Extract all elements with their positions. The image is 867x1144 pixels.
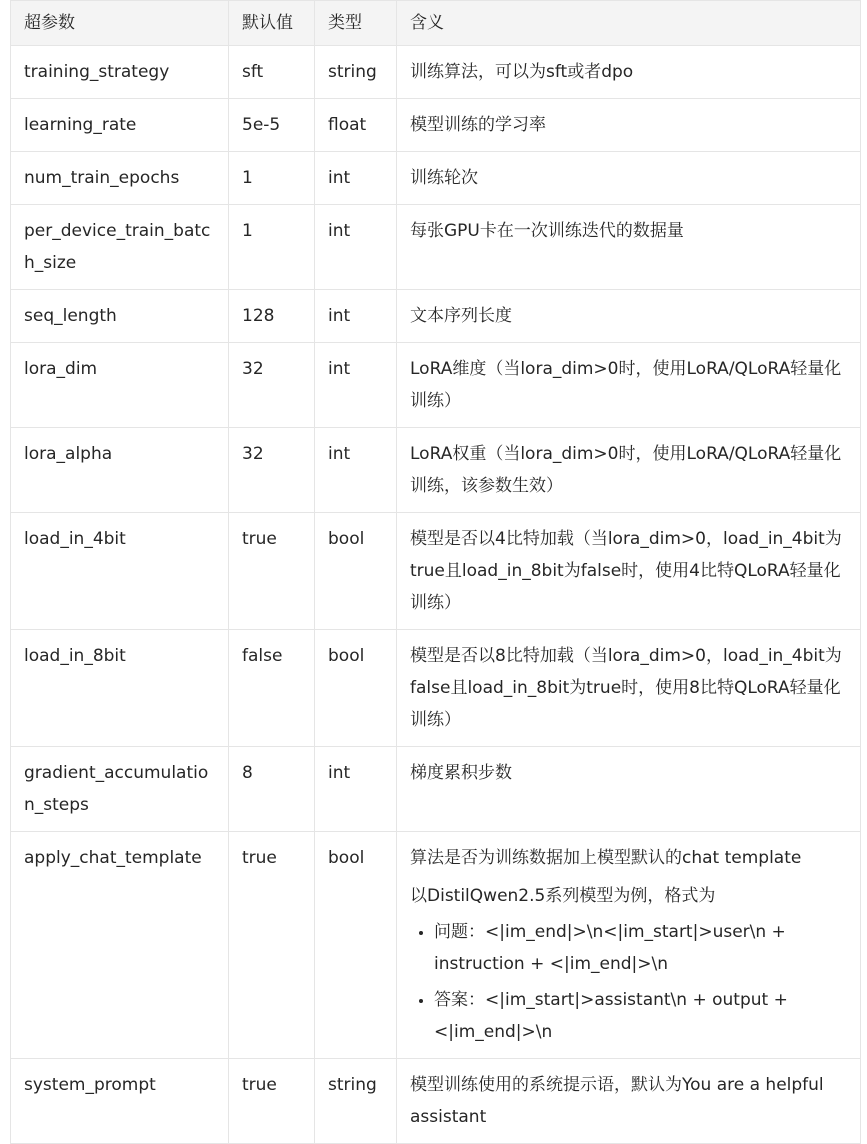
type-cell: int (315, 152, 397, 205)
meaning-cell (397, 46, 861, 99)
meaning-text: 模型是否以4比特加载（当lora_dim>0，load_in_4bit为true且load_in_8bit为false时，使用4比特QLoRA轻量化训练） (410, 529, 842, 613)
meaning-cell (397, 290, 861, 343)
table-row (11, 290, 861, 343)
meaning-text: 训练轮次 (410, 168, 478, 188)
type-cell: int (315, 747, 397, 832)
param-cell: learning_rate (11, 99, 229, 152)
type-cell: bool (315, 513, 397, 630)
table-row (11, 513, 861, 630)
meaning-cell (397, 832, 861, 1059)
type-cell: int (315, 205, 397, 290)
table-header-row (11, 1, 861, 46)
default-cell: 5e-5 (229, 99, 315, 152)
meaning-cell (397, 1059, 861, 1144)
param-cell: num_train_epochs (11, 152, 229, 205)
param-cell: seq_length (11, 290, 229, 343)
default-cell: 8 (229, 747, 315, 832)
type-cell: int (315, 343, 397, 428)
meaning-text: 算法是否为训练数据加上模型默认的chat template (410, 848, 802, 868)
default-cell: false (229, 630, 315, 747)
header-param: 超参数 (11, 1, 229, 46)
meaning-text: 文本序列长度 (410, 306, 512, 326)
type-cell: bool (315, 832, 397, 1059)
param-cell: load_in_4bit (11, 513, 229, 630)
table-body (11, 46, 861, 1144)
param-cell: training_strategy (11, 46, 229, 99)
table-row (11, 205, 861, 290)
meaning-cell (397, 747, 861, 832)
param-cell: load_in_8bit (11, 630, 229, 747)
default-cell: true (229, 832, 315, 1059)
hyperparameter-table (10, 0, 861, 1144)
table-row (11, 630, 861, 747)
type-cell: int (315, 290, 397, 343)
default-cell: true (229, 1059, 315, 1144)
meaning-cell (397, 99, 861, 152)
table-row (11, 46, 861, 99)
default-cell: sft (229, 46, 315, 99)
default-cell: 1 (229, 205, 315, 290)
header-type: 类型 (315, 1, 397, 46)
meaning-cell (397, 428, 861, 513)
param-cell: gradient_accumulation_steps (11, 747, 229, 832)
table-row (11, 343, 861, 428)
param-cell: lora_alpha (11, 428, 229, 513)
param-cell: system_prompt (11, 1059, 229, 1144)
meaning-text: LoRA维度（当lora_dim>0时，使用LoRA/QLoRA轻量化训练） (410, 359, 842, 411)
meaning-text: 训练算法，可以为sft或者dpo (410, 62, 634, 82)
format-list (410, 916, 850, 1048)
type-cell: bool (315, 630, 397, 747)
table-row (11, 152, 861, 205)
type-cell: float (315, 99, 397, 152)
table-row (11, 832, 861, 1059)
default-cell: 32 (229, 343, 315, 428)
meaning-text: 以DistilQwen2.5系列模型为例，格式为 (410, 886, 716, 906)
type-cell: int (315, 428, 397, 513)
default-cell: true (229, 513, 315, 630)
table-row (11, 428, 861, 513)
meaning-cell (397, 513, 861, 630)
meaning-text: 模型是否以8比特加载（当lora_dim>0，load_in_4bit为false且load_in_8bit为true时，使用8比特QLoRA轻量化训练） (410, 646, 842, 730)
table-row (11, 747, 861, 832)
param-cell: apply_chat_template (11, 832, 229, 1059)
meaning-text: 梯度累积步数 (410, 763, 512, 783)
param-cell: lora_dim (11, 343, 229, 428)
param-cell: per_device_train_batch_size (11, 205, 229, 290)
meaning-cell (397, 343, 861, 428)
meaning-cell (397, 152, 861, 205)
meaning-cell (397, 205, 861, 290)
header-default: 默认值 (229, 1, 315, 46)
type-cell: string (315, 46, 397, 99)
table-row (11, 1059, 861, 1144)
meaning-text: LoRA权重（当lora_dim>0时，使用LoRA/QLoRA轻量化训练，该参数生效） (410, 444, 842, 496)
default-cell: 32 (229, 428, 315, 513)
meaning-cell (397, 630, 861, 747)
type-cell: string (315, 1059, 397, 1144)
default-cell: 128 (229, 290, 315, 343)
table-row (11, 99, 861, 152)
meaning-text: 模型训练的学习率 (410, 115, 546, 135)
list-item: • 答案：<|im_start|>assistant\n + output + <|im_end|>\n (434, 984, 850, 1048)
meaning-text: 模型训练使用的系统提示语，默认为You are a helpful assistant (410, 1075, 824, 1127)
list-item: • 问题：<|im_end|>\n<|im_start|>user\n + instruction + <|im_end|>\n (434, 916, 850, 980)
default-cell: 1 (229, 152, 315, 205)
meaning-text: 每张GPU卡在一次训练迭代的数据量 (410, 221, 684, 241)
header-meaning: 含义 (397, 1, 861, 46)
